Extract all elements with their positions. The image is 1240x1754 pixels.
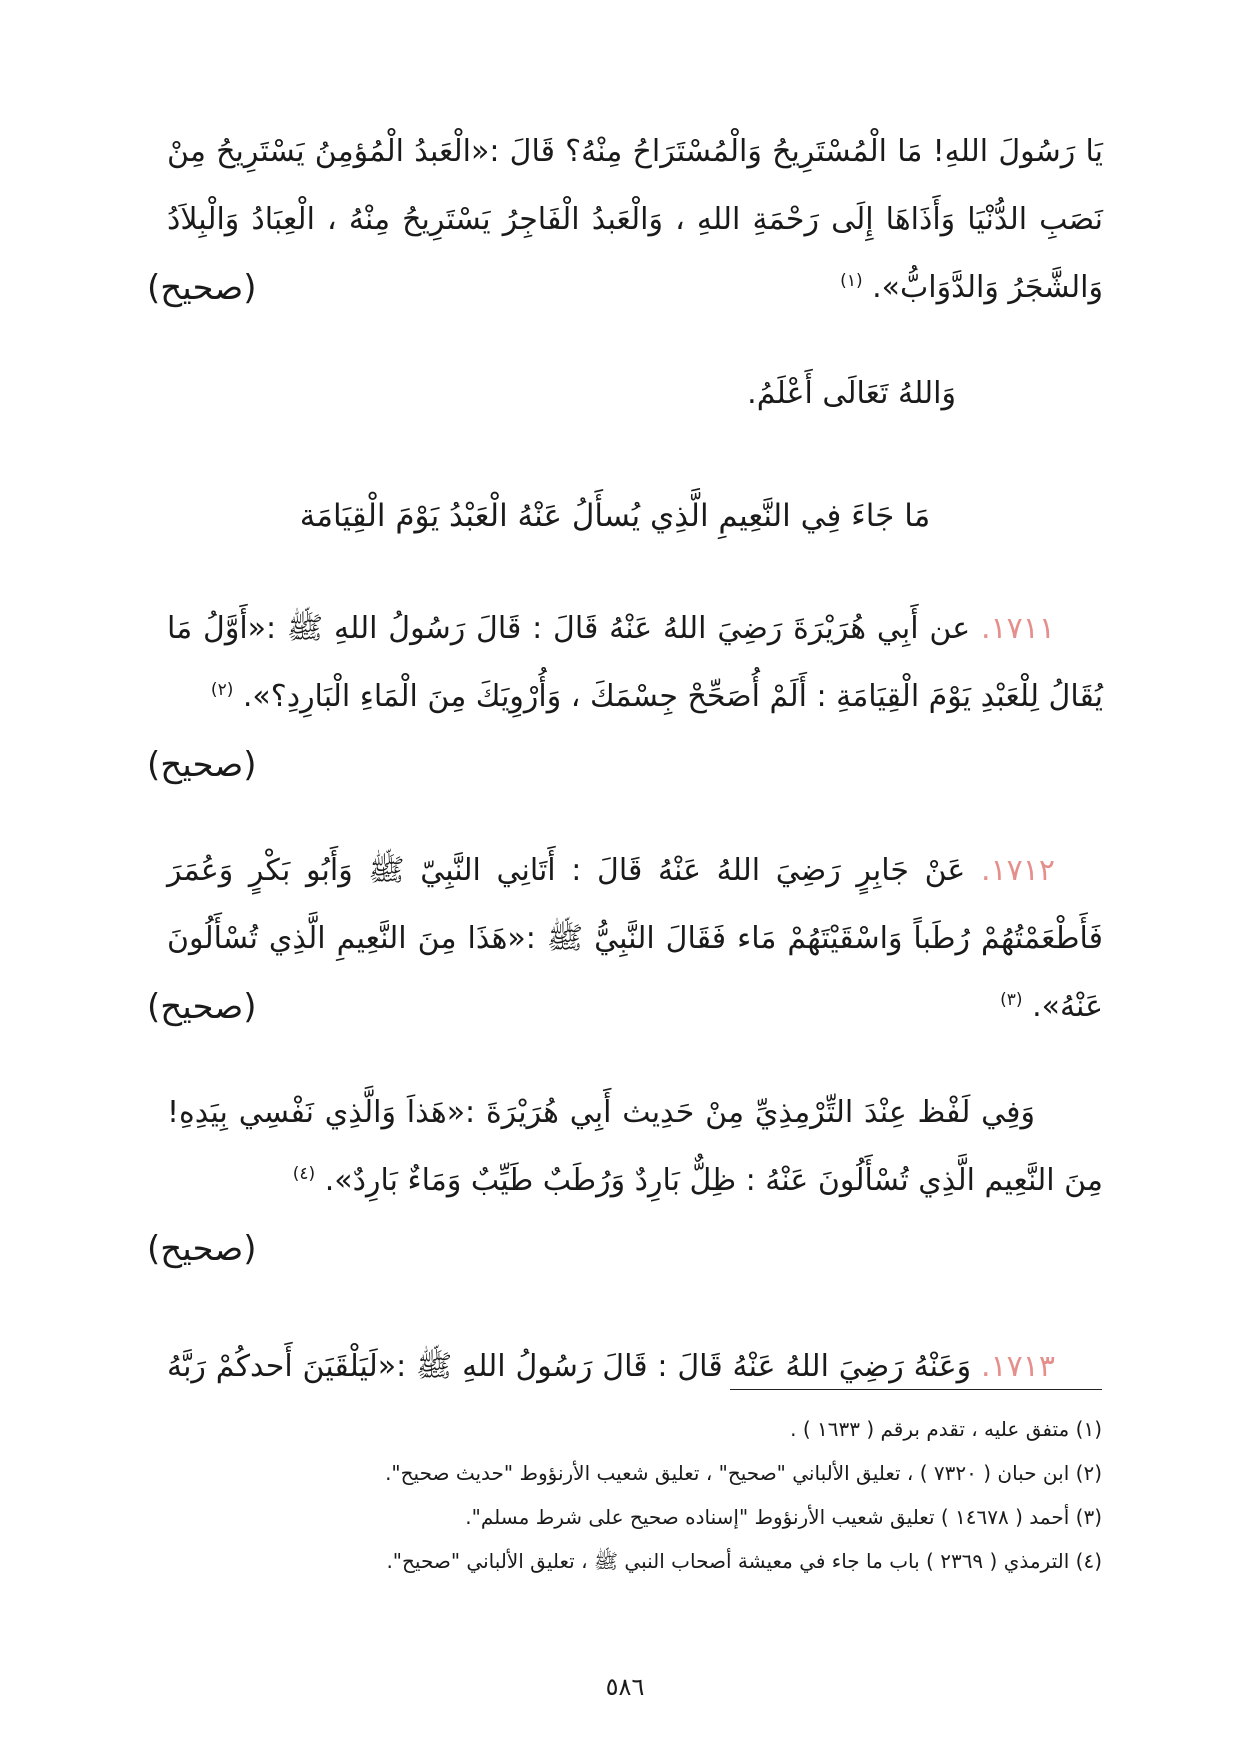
footnote-3: (٣) أحمد ( ١٤٦٧٨ ) تعليق شعيب الأرنؤوط "إسناده صحيح على شرط مسلم". <box>465 1505 1102 1529</box>
hadith-1711 <box>147 595 1103 799</box>
hadith-text: عن أَبِي هُرَيْرَةَ رَضِيَ اللهُ عَنْهُ قَالَ : قَالَ رَسُولُ اللهِ ﷺ :«أَوَّلُ مَا يُقَالُ لِلْعَبْدِ يَوْمَ الْقِيَامَةِ : أَلَمْ أُصَحِّحْ جِسْمَكَ ، وَأُرْوِيَكَ مِنَ الْمَاءِ الْبَارِدِ؟». <box>167 611 1103 714</box>
chapter-heading: مَا جَاءَ فِي النَّعِيمِ الَّذِي يُسأَلُ عَنْهُ الْعَبْدُ يَوْمَ الْقِيَامَة <box>299 498 931 534</box>
footnote-ref-3: (٣) <box>1000 990 1023 1010</box>
hadith-1712 <box>147 837 1103 1041</box>
grade-badge: (صحيح) <box>147 987 257 1027</box>
grade-badge: (صحيح) <box>147 745 257 785</box>
continuation-text: يَا رَسُولَ اللهِ! مَا الْمُسْتَرِيحُ وَالْمُسْتَرَاحُ مِنْهُ؟ قَالَ :«الْعَبدُ الْمُؤمِنُ يَسْتَرِيحُ مِنْ نَصَبِ الدُّنْيَا وَأَذَاهَا إِلَى رَحْمَةِ اللهِ ، وَالْعَبدُ الْفَاجِرُ يَسْتَرِيحُ مِنْهُ ، الْعِبَادُ وَالْبِلاَدُ وَالشَّجَرُ وَالدَّوَابُّ». <box>167 134 1103 305</box>
variant-text: وَفِي لَفْظ عِنْدَ التِّرْمِذِيِّ مِنْ حَدِيث أَبِي هُرَيْرَةَ :«هَذاَ وَالَّذِي نَفْسِي بِيَدِهِ! مِنَ النَّعِيم الَّذِي تُسْأَلُونَ عَنْهُ : ظِلٌّ بَارِدٌ وَرُطَبٌ طَيِّبٌ وَمَاءٌ بَارِدٌ». <box>167 1095 1103 1198</box>
footnote-ref-1: (١) <box>840 271 863 291</box>
footnote-separator <box>730 1389 1102 1390</box>
grade-badge: (صحيح) <box>147 268 257 308</box>
hadith-text: عَنْ جَابِرٍ رَضِيَ اللهُ عَنْهُ قَالَ : أَتَانِي النَّبِيّ ﷺ وَأَبُو بَكْرٍ وَعُمَرَ فَأَطْعَمْتُهُمْ رُطَباً وَاسْقَيْتَهُمْ مَاء فَقَالَ النَّبِيُّ ﷺ :«هَذَا مِنَ النَّعِيمِ الَّذِي تُسْأَلُونَ عَنْهُ». <box>167 853 1103 1024</box>
hadith-number: ١٧١٢. <box>981 853 1055 888</box>
closing-phrase: وَاللهُ تَعَالَى أَعْلَمُ. <box>747 376 956 411</box>
footnote-1: (١) متفق عليه ، تقدم برقم ( ١٦٣٣ ) . <box>790 1417 1102 1441</box>
hadith-number: ١٧١٣. <box>981 1349 1055 1384</box>
footnote-ref-4: (٤) <box>292 1164 316 1184</box>
footnote-4: (٤) الترمذي ( ٢٣٦٩ ) باب ما جاء في معيشة أصحاب النبي ﷺ ، تعليق الألباني "صحيح". <box>386 1549 1102 1573</box>
footnotes <box>167 1407 1102 1583</box>
tirmidhi-variant-paragraph <box>147 1079 1103 1283</box>
main-text-column <box>147 118 1103 1401</box>
grade-badge: (صحيح) <box>147 1229 257 1269</box>
page-number: ٥٨٦ <box>605 1673 645 1701</box>
footnote-ref-2: (٢) <box>210 680 234 700</box>
hadith-text: وَعَنْهُ رَضِيَ اللهُ عَنْهُ قَالَ : قَالَ رَسُولُ اللهِ ﷺ :«لَيَلْقَيَنَ أَحدكُمْ رَبَّهُ <box>167 1349 972 1384</box>
footnote-2: (٢) ابن حبان ( ٧٣٢٠ ) ، تعليق الألباني "صحيح" ، تعليق شعيب الأرنؤوط "حديث صحيح". <box>385 1461 1102 1485</box>
hadith-1713 <box>167 1333 1103 1401</box>
hadith-number: ١٧١١. <box>981 611 1055 646</box>
continuation-paragraph <box>147 118 1103 322</box>
